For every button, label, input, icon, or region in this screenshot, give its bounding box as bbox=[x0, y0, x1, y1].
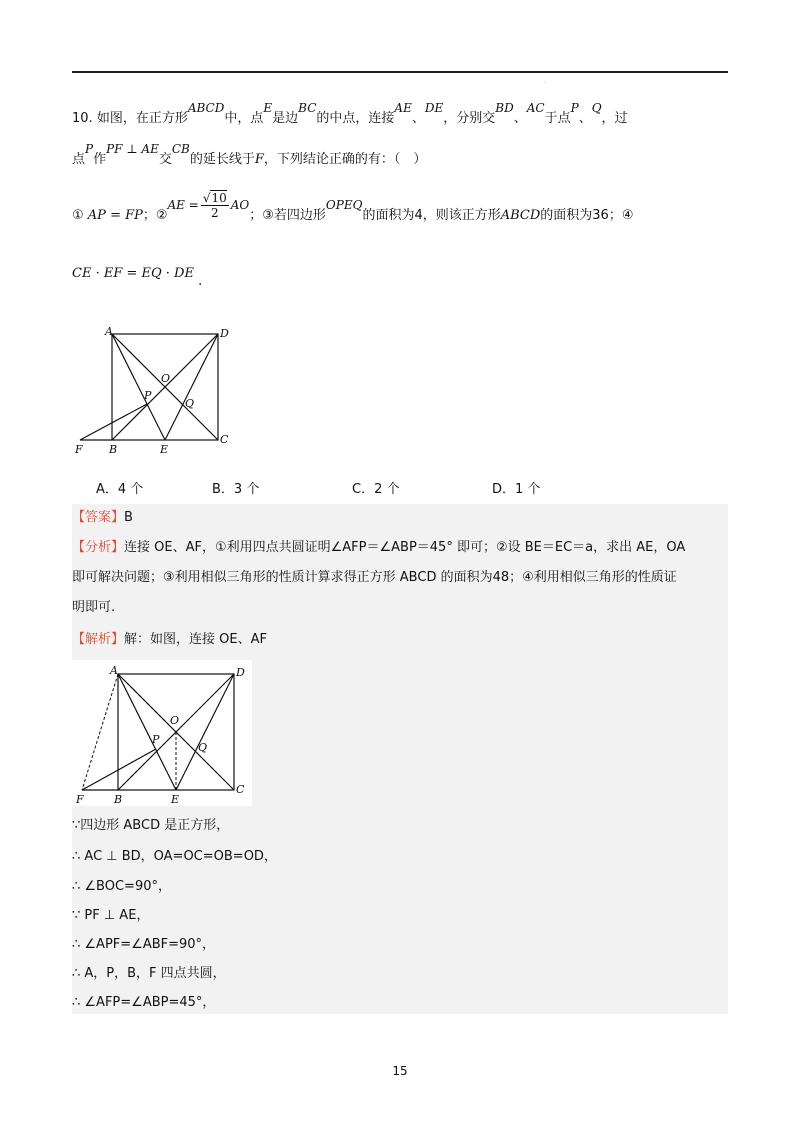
text: 于点 bbox=[544, 111, 571, 126]
math-AE: AE bbox=[394, 101, 412, 115]
label-E-2: E bbox=[171, 793, 180, 806]
text: 点 bbox=[72, 152, 86, 167]
analysis-line-3: 明即可. bbox=[72, 600, 116, 615]
text: 、 bbox=[411, 111, 425, 126]
math-square: ABCD bbox=[187, 101, 225, 115]
text: ；③若四边形 bbox=[249, 208, 326, 223]
label-C: C bbox=[220, 433, 229, 446]
question-line-1 bbox=[72, 101, 728, 129]
text: 的中点，连接 bbox=[316, 111, 395, 126]
math-sqrt-radicand: 10 bbox=[211, 191, 227, 205]
solution-step-5: ∴ ∠APF=∠ABF=90°， bbox=[72, 937, 216, 952]
header-rule bbox=[72, 71, 728, 73]
answer-value: B bbox=[124, 510, 133, 525]
solution-step-3: ∴ ∠BOC=90°， bbox=[72, 879, 171, 894]
solution-step-4: ∵ PF ⊥ AE， bbox=[72, 908, 150, 923]
text: 的面积为4，则该正方形 bbox=[362, 208, 501, 223]
statements-line bbox=[72, 191, 728, 231]
text: 、 bbox=[578, 111, 592, 126]
segment-FP bbox=[80, 404, 147, 440]
math-CB: CB bbox=[171, 142, 190, 156]
text: ，分别交 bbox=[443, 111, 496, 126]
answer-tag: 【答案】 bbox=[72, 510, 125, 525]
label-O: O bbox=[161, 372, 171, 385]
text: 是边 bbox=[272, 111, 299, 126]
label-P-2: P bbox=[152, 733, 160, 746]
label-A-2: A bbox=[110, 664, 118, 677]
text: ，过 bbox=[601, 111, 628, 126]
math-P: P bbox=[570, 101, 579, 115]
label-C-2: C bbox=[236, 783, 245, 796]
text: 的延长线于 bbox=[189, 152, 255, 167]
segment-AE bbox=[112, 334, 165, 440]
math-E: E bbox=[263, 101, 273, 115]
solution-intro: 解：如图，连接 OE、AF bbox=[124, 632, 267, 647]
label-F: F bbox=[75, 443, 83, 456]
segment-DE bbox=[165, 334, 218, 440]
solution-step-2: ∴ AC ⊥ BD，OA=OC=OB=OD， bbox=[72, 849, 277, 864]
math-BD: BD bbox=[495, 101, 514, 115]
analysis-text-1: 连接 OE、AF，①利用四点共圆证明∠AFP＝∠ABP＝45° 即可；②设 BE＝EC＝a，求出 AE，OA bbox=[124, 540, 686, 555]
text: ；② bbox=[142, 208, 168, 223]
choice-c: C．2 个 bbox=[352, 482, 400, 497]
text: 交 bbox=[158, 152, 172, 167]
page-number: 15 bbox=[392, 1064, 408, 1078]
analysis-line-1 bbox=[72, 538, 728, 558]
math-ae: AE = bbox=[167, 198, 199, 212]
label-D: D bbox=[220, 327, 229, 340]
label-B: B bbox=[109, 443, 118, 456]
label-A: A bbox=[105, 325, 113, 338]
text: 的面积为36；④ bbox=[540, 208, 634, 223]
text: . bbox=[198, 274, 203, 289]
question-line-2 bbox=[72, 142, 728, 170]
text: ，下列结论正确的有：（ ） bbox=[263, 152, 427, 167]
label-Q: Q bbox=[185, 397, 195, 410]
solution-tag: 【解析】 bbox=[72, 632, 125, 647]
math-AO: AO bbox=[230, 198, 250, 212]
statement-4-line bbox=[72, 264, 728, 289]
math-denominator: 2 bbox=[210, 206, 219, 220]
math-ap-fp: AP = FP bbox=[87, 208, 143, 223]
label-D-2: D bbox=[236, 666, 245, 679]
math-perpendicular: PF ⊥ AE bbox=[106, 142, 159, 156]
math-BC: BC bbox=[298, 101, 317, 115]
question-number: 10. bbox=[72, 111, 93, 126]
solution-figure bbox=[72, 660, 252, 806]
text: 如图，在正方形 bbox=[96, 111, 188, 126]
solution-step-1: ∵四边形 ABCD 是正方形， bbox=[72, 818, 230, 833]
text: 、 bbox=[513, 111, 527, 126]
label-E: E bbox=[160, 443, 169, 456]
answer-line bbox=[72, 508, 728, 528]
analysis-tag: 【分析】 bbox=[72, 540, 125, 555]
solution-step-6: ∴ A，P，B，F 四点共圆， bbox=[72, 966, 226, 981]
label-Q-2: Q bbox=[198, 741, 208, 754]
solution-step-7: ∴ ∠AFP=∠ABP=45°， bbox=[72, 995, 216, 1010]
math-ABCD: ABCD bbox=[500, 208, 541, 223]
solution-intro-line bbox=[72, 630, 728, 650]
label-F-2: F bbox=[76, 793, 84, 806]
math-Q: Q bbox=[591, 101, 602, 115]
math-OPEQ: OPEQ bbox=[325, 198, 363, 212]
label-B-2: B bbox=[114, 793, 123, 806]
text: 中，点 bbox=[224, 111, 264, 126]
math-DE: DE bbox=[424, 101, 444, 115]
text: ① bbox=[72, 208, 84, 223]
question-figure bbox=[72, 325, 242, 457]
label-P: P bbox=[144, 389, 152, 402]
decorative-dot: · bbox=[544, 80, 546, 87]
math-ce-ef-eq-de: CE · EF = EQ · DE bbox=[72, 266, 194, 281]
text: 作 bbox=[93, 152, 107, 167]
choice-d: D．1 个 bbox=[492, 482, 541, 497]
analysis-line-2: 即可解决问题；③利用相似三角形的性质计算求得正方形 ABCD 的面积为48；④利用相似三角形的性质证 bbox=[72, 570, 677, 585]
label-O-2: O bbox=[170, 714, 180, 727]
math-AC: AC bbox=[526, 101, 545, 115]
fraction-sqrt10-over-2: $\frac{√10}{2}$ bbox=[202, 191, 227, 220]
math-P: P bbox=[85, 142, 94, 156]
choice-a: A．4 个 bbox=[96, 482, 144, 497]
choice-b: B．3 个 bbox=[212, 482, 260, 497]
math-F: F bbox=[254, 152, 264, 167]
